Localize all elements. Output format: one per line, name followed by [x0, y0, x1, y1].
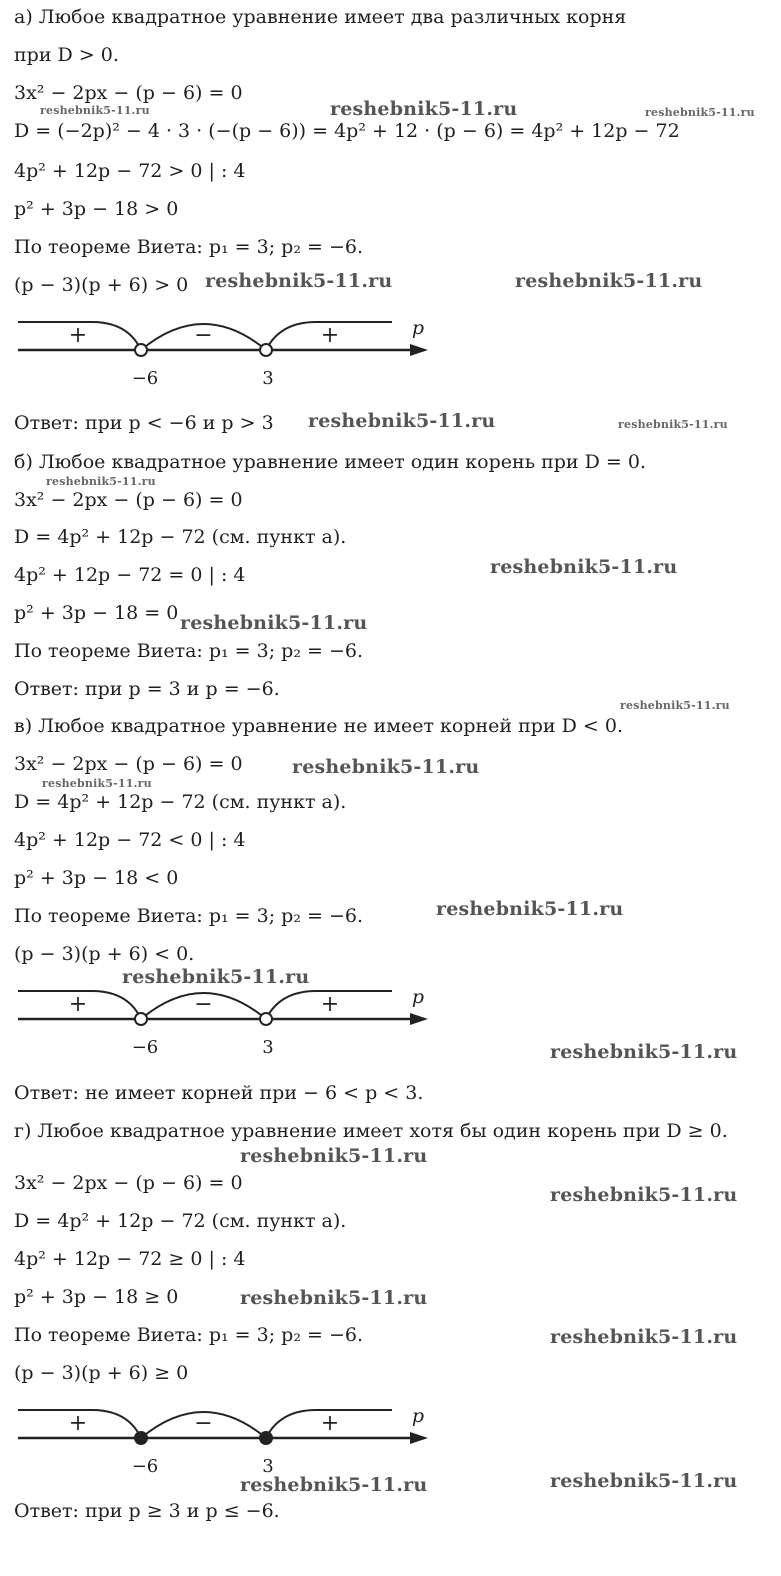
- part-b-line-1: б) Любое квадратное уравнение имеет один корень при D = 0.: [14, 451, 646, 473]
- sign-left: +: [68, 323, 88, 348]
- root-point-right: [260, 1432, 272, 1444]
- part-b-reduced: p² + 3p − 18 = 0: [14, 602, 179, 624]
- root-label-right: 3: [262, 1456, 274, 1476]
- part-v-inequality: 4p² + 12p − 72 < 0 | : 4: [14, 829, 246, 851]
- part-v-answer: Ответ: не имеет корней при − 6 < p < 3.: [14, 1082, 424, 1104]
- root-point-right: [260, 1013, 272, 1025]
- part-a-line-2: при D > 0.: [14, 44, 119, 66]
- watermark-logo: reshebnik5-11.ru: [436, 898, 624, 920]
- part-a-discriminant: D = (−2p)² − 4 · 3 · (−(p − 6)) = 4p² + 12 · (p − 6) = 4p² + 12p − 72: [14, 120, 680, 142]
- part-v-factored: (p − 3)(p + 6) < 0.: [14, 943, 195, 965]
- watermark-logo: reshebnik5-11.ru: [550, 1470, 738, 1492]
- part-a-factored: (p − 3)(p + 6) > 0: [14, 274, 189, 296]
- part-g-reduced: p² + 3p − 18 ≥ 0: [14, 1286, 179, 1308]
- watermark-logo: reshebnik5-11.ru: [42, 777, 152, 790]
- watermark-logo: reshebnik5-11.ru: [330, 98, 518, 120]
- part-b-answer: Ответ: при p = 3 и p = −6.: [14, 678, 280, 700]
- part-b-equation: 3x² − 2px − (p − 6) = 0: [14, 489, 243, 511]
- number-line-a: [0, 306, 781, 388]
- watermark-logo: reshebnik5-11.ru: [40, 104, 150, 117]
- part-b-equality: 4p² + 12p − 72 = 0 | : 4: [14, 564, 246, 586]
- number-line-g: [0, 1394, 781, 1476]
- part-a-answer: Ответ: при p < −6 и p > 3: [14, 412, 274, 434]
- part-g-discriminant: D = 4p² + 12p − 72 (см. пункт а).: [14, 1210, 347, 1232]
- axis-arrow: [410, 1432, 428, 1444]
- part-g-line-1: г) Любое квадратное уравнение имеет хотя бы один корень при D ≥ 0.: [14, 1120, 728, 1142]
- watermark-logo: reshebnik5-11.ru: [308, 410, 496, 432]
- part-g-inequality: 4p² + 12p − 72 ≥ 0 | : 4: [14, 1248, 246, 1270]
- watermark-logo: reshebnik5-11.ru: [205, 270, 393, 292]
- part-v-reduced: p² + 3p − 18 < 0: [14, 867, 179, 889]
- part-a-reduced: p² + 3p − 18 > 0: [14, 198, 179, 220]
- root-point-left: [135, 344, 147, 356]
- part-g-vieta: По теореме Виета: p₁ = 3; p₂ = −6.: [14, 1324, 363, 1346]
- axis-arrow: [410, 344, 428, 356]
- root-label-left: −6: [131, 1456, 159, 1476]
- part-v-line-1: в) Любое квадратное уравнение не имеет корней при D < 0.: [14, 715, 623, 737]
- part-a-equation: 3x² − 2px − (p − 6) = 0: [14, 82, 243, 104]
- sign-right: +: [320, 992, 340, 1017]
- axis-variable-label: p: [411, 317, 425, 339]
- watermark-logo: reshebnik5-11.ru: [515, 270, 703, 292]
- part-b-vieta: По теореме Виета: p₁ = 3; p₂ = −6.: [14, 640, 363, 662]
- part-v-vieta: По теореме Виета: p₁ = 3; p₂ = −6.: [14, 905, 363, 927]
- part-a-inequality: 4p² + 12p − 72 > 0 | : 4: [14, 160, 246, 182]
- watermark-logo: reshebnik5-11.ru: [550, 1326, 738, 1348]
- watermark-logo: reshebnik5-11.ru: [490, 556, 678, 578]
- root-point-left: [135, 1432, 147, 1444]
- root-label-right: 3: [262, 368, 274, 388]
- root-label-left: −6: [131, 368, 159, 388]
- sign-middle: −: [194, 1411, 213, 1436]
- watermark-logo: reshebnik5-11.ru: [618, 418, 728, 431]
- sign-right: +: [320, 323, 340, 348]
- watermark-logo: reshebnik5-11.ru: [180, 612, 368, 634]
- sign-left: +: [68, 992, 88, 1017]
- sign-middle: −: [194, 323, 213, 348]
- part-a-line-1: а) Любое квадратное уравнение имеет два различных корня: [14, 6, 627, 28]
- axis-arrow: [410, 1013, 428, 1025]
- part-g-factored: (p − 3)(p + 6) ≥ 0: [14, 1362, 189, 1384]
- sign-right: +: [320, 1411, 340, 1436]
- watermark-logo: reshebnik5-11.ru: [240, 1145, 428, 1167]
- watermark-logo: reshebnik5-11.ru: [122, 966, 310, 988]
- sign-middle: −: [194, 992, 213, 1017]
- watermark-logo: reshebnik5-11.ru: [550, 1041, 738, 1063]
- watermark-logo: reshebnik5-11.ru: [645, 106, 755, 119]
- root-point-right: [260, 344, 272, 356]
- part-g-equation: 3x² − 2px − (p − 6) = 0: [14, 1172, 243, 1194]
- root-point-left: [135, 1013, 147, 1025]
- part-a-vieta: По теореме Виета: p₁ = 3; p₂ = −6.: [14, 236, 363, 258]
- watermark-logo: reshebnik5-11.ru: [240, 1287, 428, 1309]
- root-label-right: 3: [262, 1037, 274, 1057]
- watermark-logo: reshebnik5-11.ru: [46, 475, 156, 488]
- part-g-answer: Ответ: при p ≥ 3 и p ≤ −6.: [14, 1500, 280, 1522]
- watermark-logo: reshebnik5-11.ru: [620, 699, 730, 712]
- axis-variable-label: p: [411, 1405, 425, 1427]
- part-v-discriminant: D = 4p² + 12p − 72 (см. пункт а).: [14, 791, 347, 813]
- watermark-logo: reshebnik5-11.ru: [292, 756, 480, 778]
- root-label-left: −6: [131, 1037, 159, 1057]
- part-b-discriminant: D = 4p² + 12p − 72 (см. пункт а).: [14, 526, 347, 548]
- watermark-logo: reshebnik5-11.ru: [550, 1184, 738, 1206]
- watermark-logo: reshebnik5-11.ru: [240, 1474, 428, 1496]
- sign-left: +: [68, 1411, 88, 1436]
- part-v-equation: 3x² − 2px − (p − 6) = 0: [14, 753, 243, 775]
- axis-variable-label: p: [411, 986, 425, 1008]
